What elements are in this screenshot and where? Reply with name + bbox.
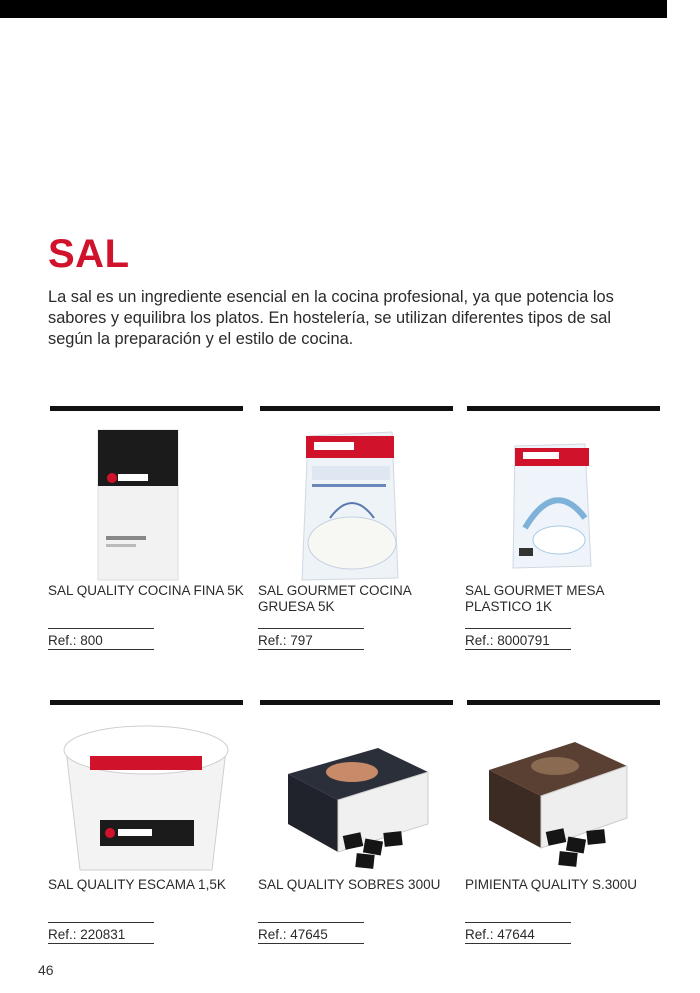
sachet-box-icon xyxy=(260,712,455,877)
salt-tub-icon xyxy=(50,712,245,877)
ref-top-rule xyxy=(258,922,364,923)
salt-bag-quality-icon xyxy=(50,418,245,583)
product-ref: Ref.: 47644 xyxy=(465,927,571,944)
page-title: SAL xyxy=(48,232,130,276)
product-divider xyxy=(50,406,243,411)
product-ref: Ref.: 220831 xyxy=(48,927,154,944)
product-divider xyxy=(260,406,453,411)
product-name: PIMIENTA QUALITY S.300U xyxy=(465,877,638,892)
pepper-sachet-box-icon xyxy=(467,712,662,877)
product-name: SAL QUALITY ESCAMA 1,5K xyxy=(48,877,226,892)
product-ref: Ref.: 8000791 xyxy=(465,633,571,650)
ref-top-rule xyxy=(465,628,571,629)
ref-top-rule xyxy=(48,922,154,923)
ref-top-rule xyxy=(465,922,571,923)
product-ref: Ref.: 800 xyxy=(48,633,154,650)
top-bar xyxy=(0,0,667,18)
ref-top-rule xyxy=(258,628,364,629)
product-divider xyxy=(260,700,453,705)
product-divider xyxy=(50,700,243,705)
product-divider xyxy=(467,406,660,411)
product-ref: Ref.: 47645 xyxy=(258,927,364,944)
product-name: SAL QUALITY SOBRES 300U xyxy=(258,877,441,892)
salt-bag-gourmet-table-icon xyxy=(467,418,662,583)
salt-bag-gourmet-coarse-icon xyxy=(260,418,455,583)
product-name: SAL GOURMET COCINA GRUESA 5K xyxy=(258,583,412,614)
product-name: SAL GOURMET MESA PLASTICO 1K xyxy=(465,583,604,614)
intro-paragraph: La sal es un ingrediente esencial en la cocina profesional, ya que potencia los sabores y equilibra los platos. En hostelería, se utilizan diferentes tipos de sal según la preparación y el estilo de cocina. xyxy=(48,288,614,348)
product-ref: Ref.: 797 xyxy=(258,633,364,650)
ref-top-rule xyxy=(48,628,154,629)
product-name: SAL QUALITY COCINA FINA 5K xyxy=(48,583,244,598)
page-number: 46 xyxy=(38,962,54,978)
product-divider xyxy=(467,700,660,705)
